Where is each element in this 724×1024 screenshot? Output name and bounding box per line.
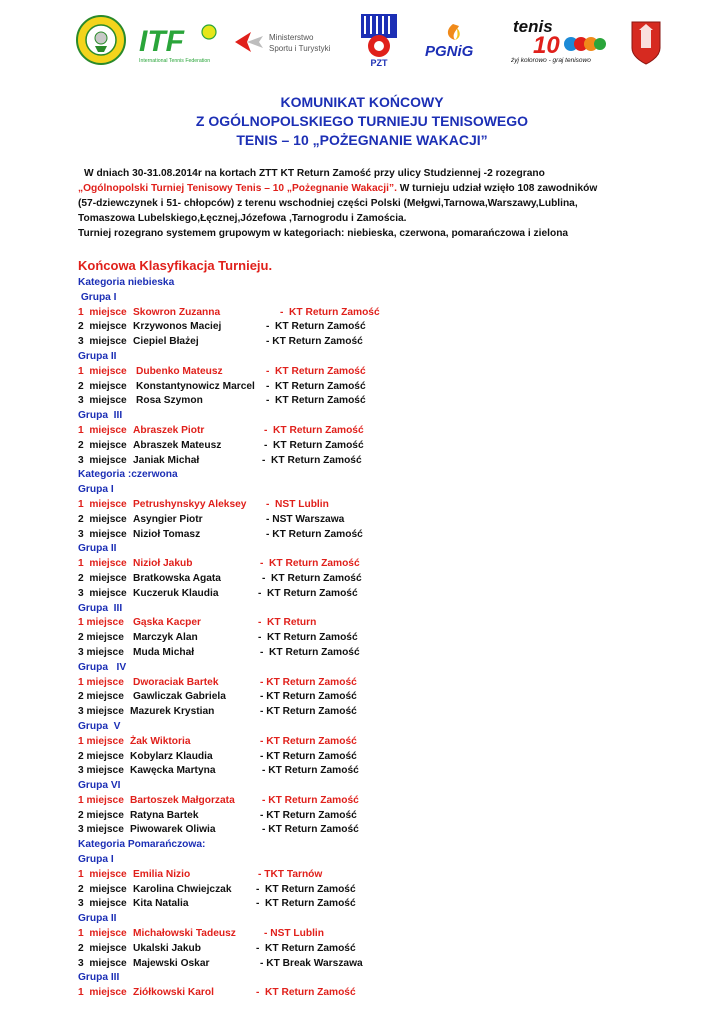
intro-line-2 [78,181,638,196]
club-name: - KT Return Zamość [266,321,366,333]
player-name: Karolina Chwiejczak [133,883,232,895]
place-label: 2 miejsce [78,380,127,392]
result-row [78,957,638,972]
club-name: - KT Return Zamość [260,558,360,570]
result-row [78,587,638,602]
club-name: - KT Return Zamość [266,395,366,407]
winner-row [78,735,638,750]
player-name: Emilia Nizio [133,868,191,880]
group-header [78,912,638,927]
place-label: 1 miejsce [78,558,127,570]
tenis10-logo-number: 10 [533,32,560,59]
group-header [78,661,638,676]
group-header-text: Kategoria :czerwona [78,469,178,481]
result-row [78,454,638,469]
player-name: Ciepiel Błażej [133,336,199,348]
club-name: - KT Return Zamość [266,365,366,377]
player-name: Skowron Zuzanna [133,306,221,318]
winner-row [78,557,638,572]
result-row [78,513,638,528]
winner-row [78,306,638,321]
club-name: - KT Return Zamość [260,676,357,688]
club-name: - KT Return Zamość [262,765,359,777]
player-name: Abraszek Mateusz [133,439,222,451]
place-label: 3 miejsce [78,765,124,777]
player-name: Kobylarz Klaudia [130,750,213,762]
place-label: 3 miejsce [78,336,127,348]
group-header [78,853,638,868]
result-row [78,335,638,350]
club-name: - KT Return Zamość [260,735,357,747]
result-row [78,380,638,395]
club-name: - KT Return Zamość [264,439,364,451]
pzt-logo [357,12,401,68]
player-name: Kawęcka Martyna [130,765,216,777]
tenis10-logo [507,16,607,64]
place-label: 3 miejsce [78,824,124,836]
group-header-text: Grupa VI [78,780,121,792]
group-header [78,779,638,794]
result-row [78,320,638,335]
player-name: Ratyna Bartek [130,809,199,821]
winner-row [78,986,638,1001]
winner-row [78,365,638,380]
itf-logo-subtext: International Tennis Federation [139,58,211,64]
title-line-2: Z OGÓLNOPOLSKIEGO TURNIEJU TENISOWEGO [195,113,529,129]
player-name: Petrushynskyy Aleksey [133,498,247,510]
player-name: Nizioł Tomasz [133,528,201,540]
itf-logo [137,20,222,66]
winner-row [78,424,638,439]
place-label: 1 miejsce [78,794,124,806]
place-label: 2 miejsce [78,572,127,584]
place-label: 1 miejsce [78,928,127,940]
place-label: 3 miejsce [78,646,124,658]
group-header-text: Kategoria Pomarańczowa: [78,839,206,851]
club-name: - KT Return Zamość [258,587,358,599]
tournament-name: „Ogólnopolski Turniej Tenisowy Tenis – 10 „Pożegnanie Wakacji”. [78,183,397,194]
group-header-text: Grupa III [78,410,123,422]
club-name: - KT Return Zamość [260,646,360,658]
winner-row [78,498,638,513]
player-name: Ziółkowski Karol [133,987,214,999]
place-label: 3 miejsce [78,706,124,718]
group-header-text: Grupa I [78,484,114,496]
result-row [78,883,638,898]
place-label: 1 miejsce [78,424,127,436]
group-header-text: Grupa V [78,720,121,732]
group-header [78,838,638,853]
player-name: Gąska Kacper [133,617,201,629]
group-header [78,291,638,306]
winner-row [78,794,638,809]
club-name: - KT Return Zamość [262,794,359,806]
result-row [78,646,638,661]
player-name: Marczyk Alan [133,632,198,644]
group-header-text: Grupa III [78,972,120,984]
club-name: - KT Return Zamość [266,336,363,348]
zamosc-crest-logo [630,18,662,66]
place-label: 2 miejsce [78,691,124,703]
result-row [78,897,638,912]
place-label: 3 miejsce [78,898,127,910]
club-name: - KT Return Zamość [280,306,380,318]
place-label: 2 miejsce [78,439,127,451]
pgnig-logo [423,20,487,60]
club-name: - KT Return Zamość [256,987,356,999]
club-name: - KT Return Zamość [260,706,357,718]
result-row [78,750,638,765]
result-row [78,809,638,824]
intro-line-5: Turniej rozegrano systemem grupowym w kategoriach: niebieska, czerwona, pomarańczowa i zielona [78,228,569,239]
place-label: 2 miejsce [78,942,127,954]
result-row [78,705,638,720]
intro-paragraph [78,166,638,241]
winner-row [78,927,638,942]
place-label: 1 miejsce [78,735,124,747]
group-header-text: Grupa II [78,543,117,555]
intro-line-1: W dniach 30-31.08.2014r na kortach ZTT KT Return Zamość przy ulicy Studziennej -2 rozegrano [84,168,545,179]
player-name: Nizioł Jakub [133,558,193,570]
player-name: Kita Natalia [133,898,189,910]
club-name: - KT Return [258,617,317,629]
group-header [78,542,638,557]
club-name: - KT Return Zamość [256,883,356,895]
group-header-text: Grupa III [78,602,123,614]
result-row [78,528,638,543]
player-name: Gawliczak Gabriela [133,691,226,703]
winner-row [78,868,638,883]
group-header [78,276,638,291]
pgnig-logo-text: PGNiG [425,43,474,60]
winner-row [78,676,638,691]
result-row [78,823,638,838]
intro-line-2-rest: W turnieju udział wzięło 108 zawodników [396,183,598,194]
result-row [78,394,638,409]
club-name: - KT Return Zamość [262,824,359,836]
place-label: 3 miejsce [78,395,127,407]
player-name: Rosa Szymon [136,395,203,407]
player-name: Piwowarek Oliwia [130,824,216,836]
pzt-logo-text: PZT [370,58,388,68]
result-row [78,572,638,587]
place-label: 1 miejsce [78,987,127,999]
place-label: 3 miejsce [78,454,127,466]
intro-line-3: (57-dziewczynek i 51- chłopców) z terenu wschodniej części Polski (Mełgwi,Tarnowa,Warszawy,Lublina, [78,198,578,209]
results-list [78,276,638,1001]
group-header [78,602,638,617]
place-label: 1 miejsce [78,868,127,880]
group-header-text: Kategoria niebieska [78,277,175,288]
place-label: 1 miejsce [78,498,127,510]
club-name: - TKT Tarnów [258,868,323,880]
player-name: Majewski Oskar [133,957,210,969]
club-name: - NST Warszawa [266,513,345,525]
group-header-text: Grupa II [78,350,117,362]
place-label: 2 miejsce [78,883,127,895]
player-name: Bratkowska Agata [133,572,221,584]
place-label: 2 miejsce [78,321,127,333]
winner-row [78,616,638,631]
place-label: 2 miejsce [78,809,124,821]
place-label: 1 miejsce [78,676,124,688]
logo-bar [0,0,724,80]
group-header [78,468,638,483]
ministry-logo [233,26,333,60]
group-header [78,720,638,735]
group-header-text: Grupa IV [78,661,127,673]
club-name: - KT Return Zamość [258,632,358,644]
player-name: Ukalski Jakub [133,942,201,954]
pzt-lubelski-seal-logo [75,14,127,66]
place-label: 1 miejsce [78,617,124,629]
place-label: 2 miejsce [78,513,127,525]
club-name: - KT Return Zamość [260,809,357,821]
place-label: 3 miejsce [78,957,127,969]
group-header [78,409,638,424]
player-name: Dworaciak Bartek [133,676,219,688]
club-name: - KT Return Zamość [264,424,364,436]
section-title: Końcowa Klasyfikacja Turnieju. [78,258,273,273]
club-name: - NST Lublin [266,498,329,510]
player-name: Michałowski Tadeusz [133,928,236,940]
group-header-text: Grupa I [78,291,117,303]
club-name: - KT Break Warszawa [260,957,363,969]
player-name: Muda Michał [133,646,195,658]
title-line-1: KOMUNIKAT KOŃCOWY [280,94,444,110]
player-name: Bartoszek Małgorzata [130,794,235,806]
club-name: - KT Return Zamość [266,380,366,392]
player-name: Żak Wiktoria [130,735,191,747]
club-name: - KT Return Zamość [260,691,357,703]
player-name: Janiak Michał [133,454,200,466]
club-name: - KT Return Zamość [266,528,363,540]
result-row [78,764,638,779]
player-name: Mazurek Krystian [130,706,215,718]
group-header-text: Grupa II [78,913,117,925]
place-label: 2 miejsce [78,750,124,762]
club-name: - KT Return Zamość [262,572,362,584]
place-label: 1 miejsce [78,306,127,318]
player-name: Abraszek Piotr [133,424,205,436]
club-name: - NST Lublin [264,928,324,940]
player-name: Krzywonos Maciej [133,321,222,333]
result-row [78,631,638,646]
group-header [78,483,638,498]
tenis10-logo-slogan: żyj kolorowo - graj tenisowo [511,57,591,64]
group-header [78,350,638,365]
group-header [78,971,638,986]
club-name: - KT Return Zamość [262,454,362,466]
ministry-logo-line1: Ministerstwo [269,33,314,42]
place-label: 1 miejsce [78,365,127,377]
tenis10-logo-text: tenis [513,17,553,36]
place-label: 3 miejsce [78,587,127,599]
place-label: 3 miejsce [78,528,127,540]
result-row [78,942,638,957]
document-title [0,93,724,150]
club-name: - KT Return Zamość [256,898,356,910]
player-name: Dubenko Mateusz [136,365,223,377]
player-name: Konstantynowicz Marcel [136,380,255,392]
club-name: - KT Return Zamość [260,750,357,762]
intro-line-4: Tomaszowa Lubelskiego,Łęcznej,Józefowa ,Tarnogrodu i Zamościa. [78,213,407,224]
title-line-3: TENIS – 10 „POŻEGNANIE WAKACJI” [236,132,488,148]
result-row [78,690,638,705]
club-name: - KT Return Zamość [256,942,356,954]
itf-logo-text: ITF [139,25,184,58]
player-name: Asyngier Piotr [133,513,203,525]
group-header-text: Grupa I [78,854,114,866]
player-name: Kuczeruk Klaudia [133,587,219,599]
result-row [78,439,638,454]
place-label: 2 miejsce [78,632,124,644]
ministry-logo-line2: Sportu i Turystyki [269,44,331,53]
